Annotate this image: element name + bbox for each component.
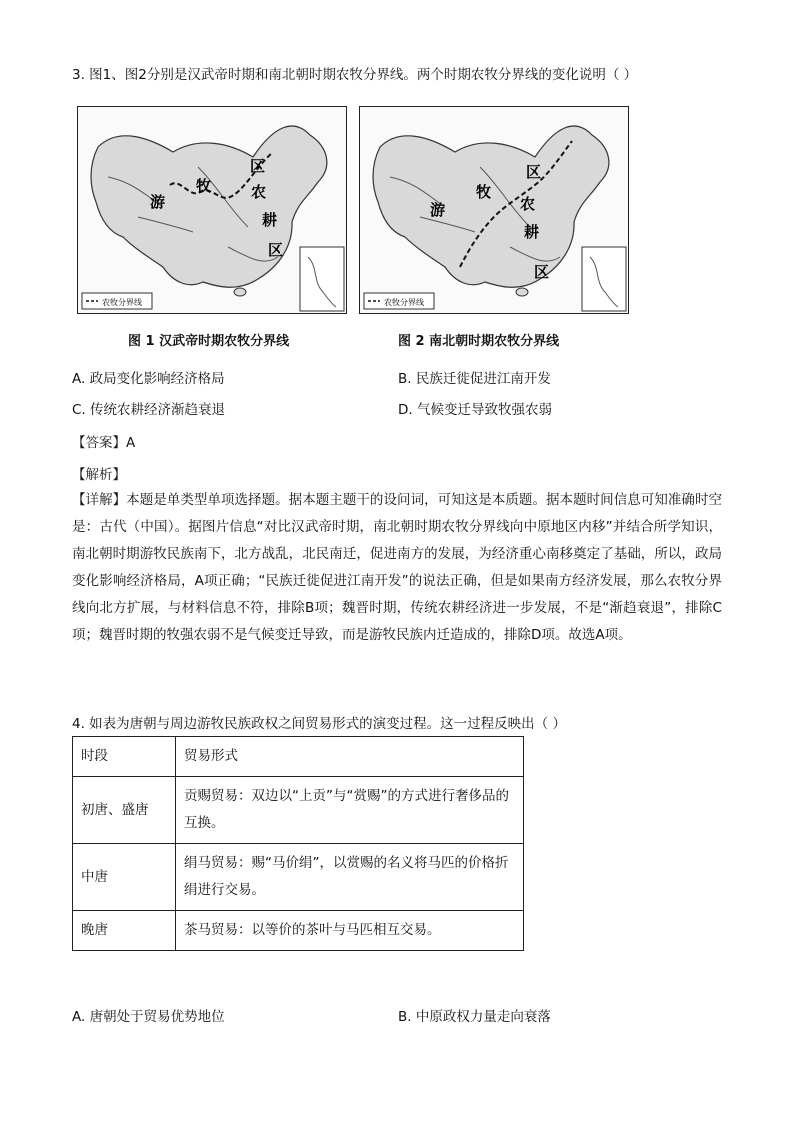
table-row — [73, 777, 524, 844]
q4-option-a: A. 唐朝处于贸易优势地位 — [72, 1009, 225, 1025]
question-3-stem: 3. 图1、图2分别是汉武帝时期和南北朝时期农牧分界线。两个时期农牧分界线的变化说明（ ） — [72, 67, 638, 83]
explanation-text: 【详解】本题是单类型单项选择题。据本题主题干的设问词，可知这是本质题。据本题时间信息可知准确时空是：古代（中国）。据图片信息“对比汉武帝时期，南北朝时期农牧分界线向中原地区内移”并结合所学知识，南北朝时期游牧民族南下，北方战乱，北民南迁，促进南方的发展，为经济重心南移奠定了基础，所以，政局变化影响经济格局，A项正确；“民族迁徙促进江南开发”的说法正确，但是如果南方经济发展，那么农牧分界线向北方扩展，与材料信息不符，排除B项；魏晋时期，传统农耕经济进一步发展，不是“渐趋衰退”，排除C项；魏晋时期的牧强农弱不是气候变迁导致，而是游牧民族内迁造成的，排除D项。故选A项。 — [72, 492, 722, 643]
map2-label-you: 游 — [430, 201, 446, 219]
map-1-han-wudi — [77, 106, 347, 314]
china-map-2-image — [360, 107, 628, 313]
map1-label-mu: 牧 — [196, 177, 212, 195]
q3-option-d: D. 气候变迁导致牧强农弱 — [398, 402, 552, 418]
table-cell-trade: 绢马贸易：赐“马价绢”，以赏赐的名义将马匹的价格折绢进行交易。 — [176, 844, 524, 911]
map-2-nanbeichao — [359, 106, 629, 314]
table-cell-period: 初唐、盛唐 — [73, 777, 176, 844]
table-header-trade-form: 贸易形式 — [176, 737, 524, 777]
china-map-1-image — [78, 107, 346, 313]
map1-label-you: 游 — [150, 193, 166, 211]
table-cell-period: 晚唐 — [73, 911, 176, 951]
table-cell-trade: 贡赐贸易：双边以“上贡”与“赏赐”的方式进行奢侈品的互换。 — [176, 777, 524, 844]
analysis-heading: 【解析】 — [72, 467, 126, 483]
q3-option-c: C. 传统农耕经济渐趋衰退 — [72, 402, 226, 418]
q3-option-b: B. 民族迁徙促进江南开发 — [398, 371, 551, 387]
trade-forms-table — [72, 736, 524, 951]
map-1-caption: 图 1 汉武帝时期农牧分界线 — [128, 334, 290, 349]
question-4-stem: 4. 如表为唐朝与周边游牧民族政权之间贸易形式的演变过程。这一过程反映出（ ） — [72, 716, 566, 732]
explanation-paragraph — [72, 487, 722, 649]
table-header-row — [73, 737, 524, 777]
map2-label-qu-1: 区 — [526, 163, 542, 181]
map2-legend: 农牧分界线 — [384, 298, 424, 307]
map1-label-qu-1: 区 — [250, 157, 266, 175]
q3-option-a: A. 政局变化影响经济格局 — [72, 371, 225, 387]
table-row — [73, 911, 524, 951]
table-cell-period: 中唐 — [73, 844, 176, 911]
map1-label-nong: 农 — [251, 183, 267, 201]
answer-line: 【答案】A — [72, 435, 136, 451]
q4-option-b: B. 中原政权力量走向衰落 — [398, 1009, 551, 1025]
map1-legend: 农牧分界线 — [102, 298, 142, 307]
map2-label-nong: 农 — [520, 195, 536, 213]
map2-label-geng: 耕 — [524, 223, 540, 241]
table-row — [73, 844, 524, 911]
map-figures — [77, 106, 617, 316]
table-cell-trade: 茶马贸易：以等价的茶叶与马匹相互交易。 — [176, 911, 524, 951]
map1-label-geng: 耕 — [262, 211, 278, 229]
table-header-period: 时段 — [73, 737, 176, 777]
map-2-caption: 图 2 南北朝时期农牧分界线 — [398, 334, 560, 349]
map1-label-qu-2: 区 — [268, 241, 284, 259]
map2-label-mu: 牧 — [476, 183, 492, 201]
map2-label-qu-2: 区 — [534, 263, 550, 281]
